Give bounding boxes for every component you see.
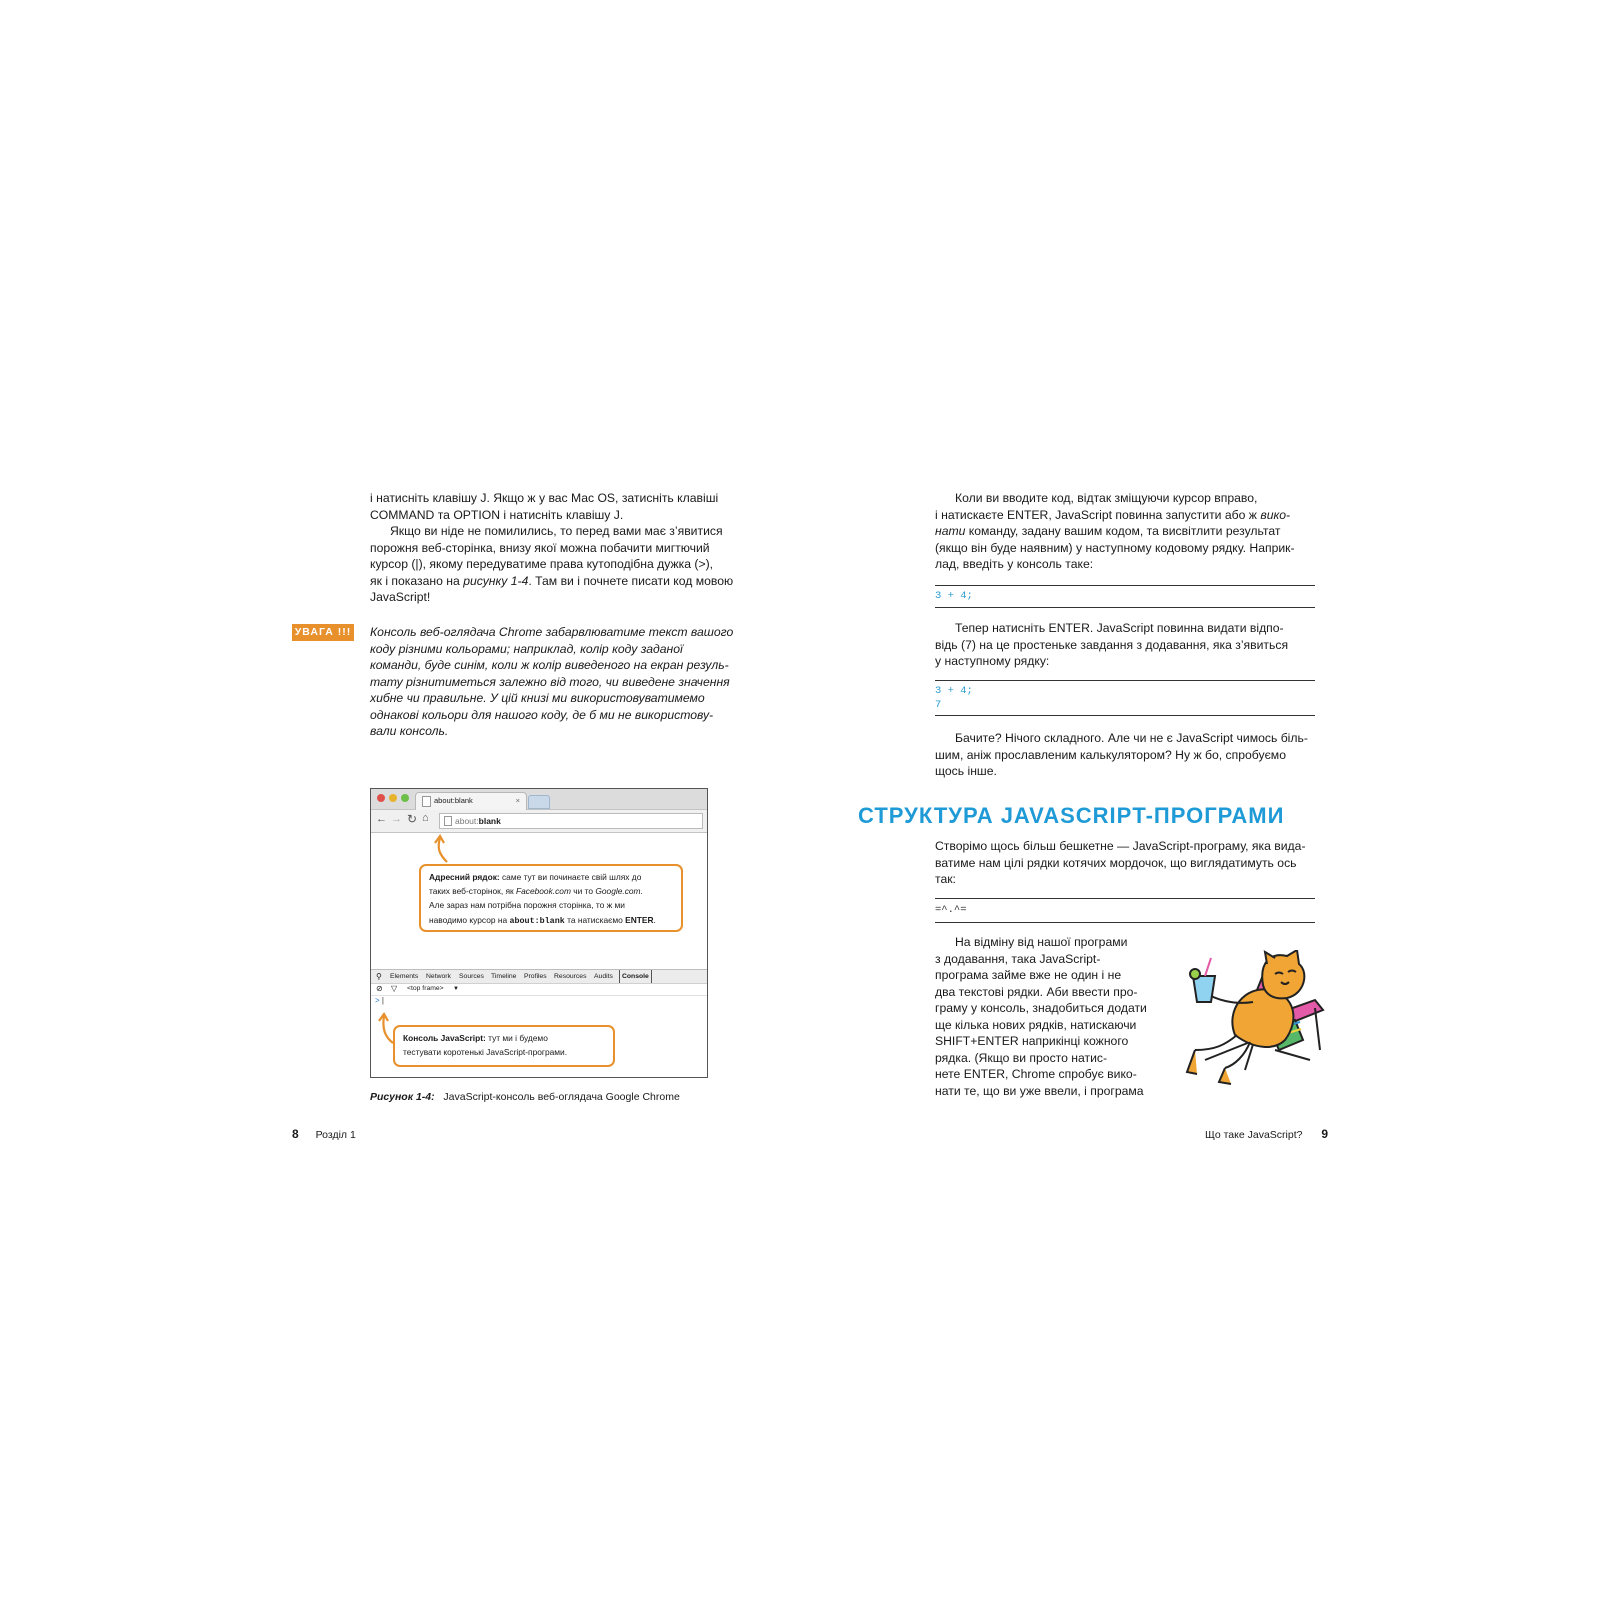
code-output: 7 — [935, 699, 942, 711]
left-footer — [292, 1127, 356, 1142]
devtools-tab-bar — [371, 969, 707, 984]
figure-reference: рисунку 1-4 — [463, 573, 529, 588]
browser-screenshot-figure — [370, 788, 708, 1078]
running-footer: Що таке JavaScript? — [1205, 1129, 1303, 1141]
browser-tab: about:blank × — [415, 792, 527, 810]
code-rule — [935, 680, 1315, 681]
console-prompt: > | — [375, 996, 384, 1005]
page-icon — [444, 816, 452, 826]
back-arrow-icon: ← — [376, 813, 387, 825]
page-icon — [422, 796, 431, 807]
clear-console-icon: ⊘ — [376, 984, 383, 993]
maximize-window-icon — [401, 794, 409, 802]
figure-caption: Рисунок 1-4: JavaScript-консоль веб-оглядача Google Chrome — [370, 1091, 680, 1103]
paragraph-1: і натисніть клавішу J. Якщо ж у вас Mac OS, затисніть клавіші COMMAND та OPTION і натисніть клавішу J. — [370, 491, 719, 522]
forward-arrow-icon: → — [391, 813, 402, 825]
devtools-tab-network: Network — [426, 973, 451, 980]
new-tab-button — [528, 795, 550, 809]
code-rule — [935, 607, 1315, 608]
minimize-window-icon — [389, 794, 397, 802]
browser-tab-bar — [371, 789, 707, 810]
code-block-2: 3 + 4; 7 — [935, 685, 973, 711]
address-callout-arrow — [431, 834, 461, 864]
console-toolbar — [371, 983, 707, 996]
warning-badge: УВАГА !!! — [292, 624, 354, 641]
devtools-tab-profiles: Profiles — [524, 973, 547, 980]
paragraph-right-1: Коли ви вводите код, відтак зміщуючи курсор вправо, і натискаєте ENTER, JavaScript повинна запустити або ж вико- нати команду, задану вашим кодом, та висвітлити результат (якщо він буде наявним) у наступному кодовому рядку. Наприк- лад, введіть у консоль таке: — [935, 491, 1295, 571]
paragraph-right-5: На відміну від нашої програми з додавання, така JavaScript- програма займе вже не один і не два текстові рядки. Аби ввести про- граму у консоль, знадобиться додати ще кілька нових рядків, натискаючи SHIFT+ENTER наприкінці кожного рядка. (Якщо ви просто натис- нете ENTER, Chrome спробує вико- нати те, що ви уже ввели, і програма — [935, 935, 1147, 1098]
devtools-tab-console: Console — [619, 970, 652, 983]
section-heading: СТРУКТУРА JAVASCRIPT-ПРОГРАМИ — [858, 803, 1285, 828]
address-bar-callout: Адресний рядок: саме тут ви починаєте свій шлях до таких веб-сторінок, як Facebook.com чи то Google.com. Але зараз нам потрібна порожня сторінка, то ж ми наводимо курсор на about:blank та натискаємо ENTER. — [419, 864, 683, 932]
filter-icon: ▽ — [391, 984, 398, 993]
close-tab-icon: × — [515, 796, 520, 805]
paragraph-2: Якщо ви ніде не помилились, то перед вами має з’явитися порожня веб-сторінка, внизу якої можна побачити мигтючий курсор (|), якому передуватиме права кутоподібна дужка (>), як і показано на рисунку 1-4. Там ви і почнете писати код мовою JavaScript! — [370, 524, 734, 604]
url-field: about:blank — [439, 813, 703, 829]
page-number: 9 — [1321, 1127, 1329, 1141]
devtools-tab-sources: Sources — [459, 973, 484, 980]
warning-note: Консоль веб-оглядача Chrome забарвлюватиме текст вашого коду різними кольорами; наприклад, колір коду заданої команди, буде синім, коли ж колір виведеного на екран резуль- тату різнитиметься залежно від того, чи виведене значення хибне чи правильне. У цій книзі ми використовуватимемо однакові кольори для нашого коду, де б ми не використову- вали консоль. — [370, 625, 734, 738]
console-callout: Консоль JavaScript: тут ми і будемо тестувати коротенькі JavaScript-програми. — [393, 1025, 615, 1067]
code-block-3: =^.^= — [935, 904, 967, 916]
running-footer: Розділ 1 — [315, 1129, 356, 1141]
devtools-tab-timeline: Timeline — [491, 973, 517, 980]
search-icon: ⚲ — [376, 972, 382, 981]
code-rule — [935, 922, 1315, 923]
devtools-tab-audits: Audits — [594, 973, 613, 980]
frame-selector: <top frame> — [407, 985, 444, 992]
code-rule — [935, 585, 1315, 586]
code-rule — [935, 715, 1315, 716]
address-bar-row — [371, 810, 707, 833]
paragraph-right-2: Тепер натисніть ENTER. JavaScript повинна видати відпо- відь (7) на це простеньке завдання з додавання, яка з’явиться у наступному рядку: — [935, 621, 1289, 668]
devtools-tab-elements: Elements — [390, 973, 419, 980]
reload-icon: ↻ — [407, 812, 418, 826]
code-block-1: 3 + 4; — [935, 590, 973, 602]
right-page — [800, 0, 1600, 1600]
page-number: 8 — [292, 1127, 299, 1141]
chevron-down-icon: ▼ — [453, 986, 459, 992]
paragraph-right-4: Створімо щось більш бешкетне — JavaScript-програму, яка вида- ватиме нам цілі рядки котячих мордочок, що виглядатимуть ось так: — [935, 839, 1306, 886]
close-window-icon — [377, 794, 385, 802]
paragraph-right-3: Бачите? Нічого складного. Але чи не є JavaScript чимось біль- шим, аніж прославленим калькулятором? Ну ж бо, спробуємо щось інше. — [935, 731, 1308, 778]
cat-on-lounger-illustration — [1175, 950, 1325, 1090]
home-icon: ⌂ — [422, 812, 429, 824]
right-footer — [1205, 1127, 1328, 1142]
devtools-tab-resources: Resources — [554, 973, 587, 980]
code-rule — [935, 898, 1315, 899]
